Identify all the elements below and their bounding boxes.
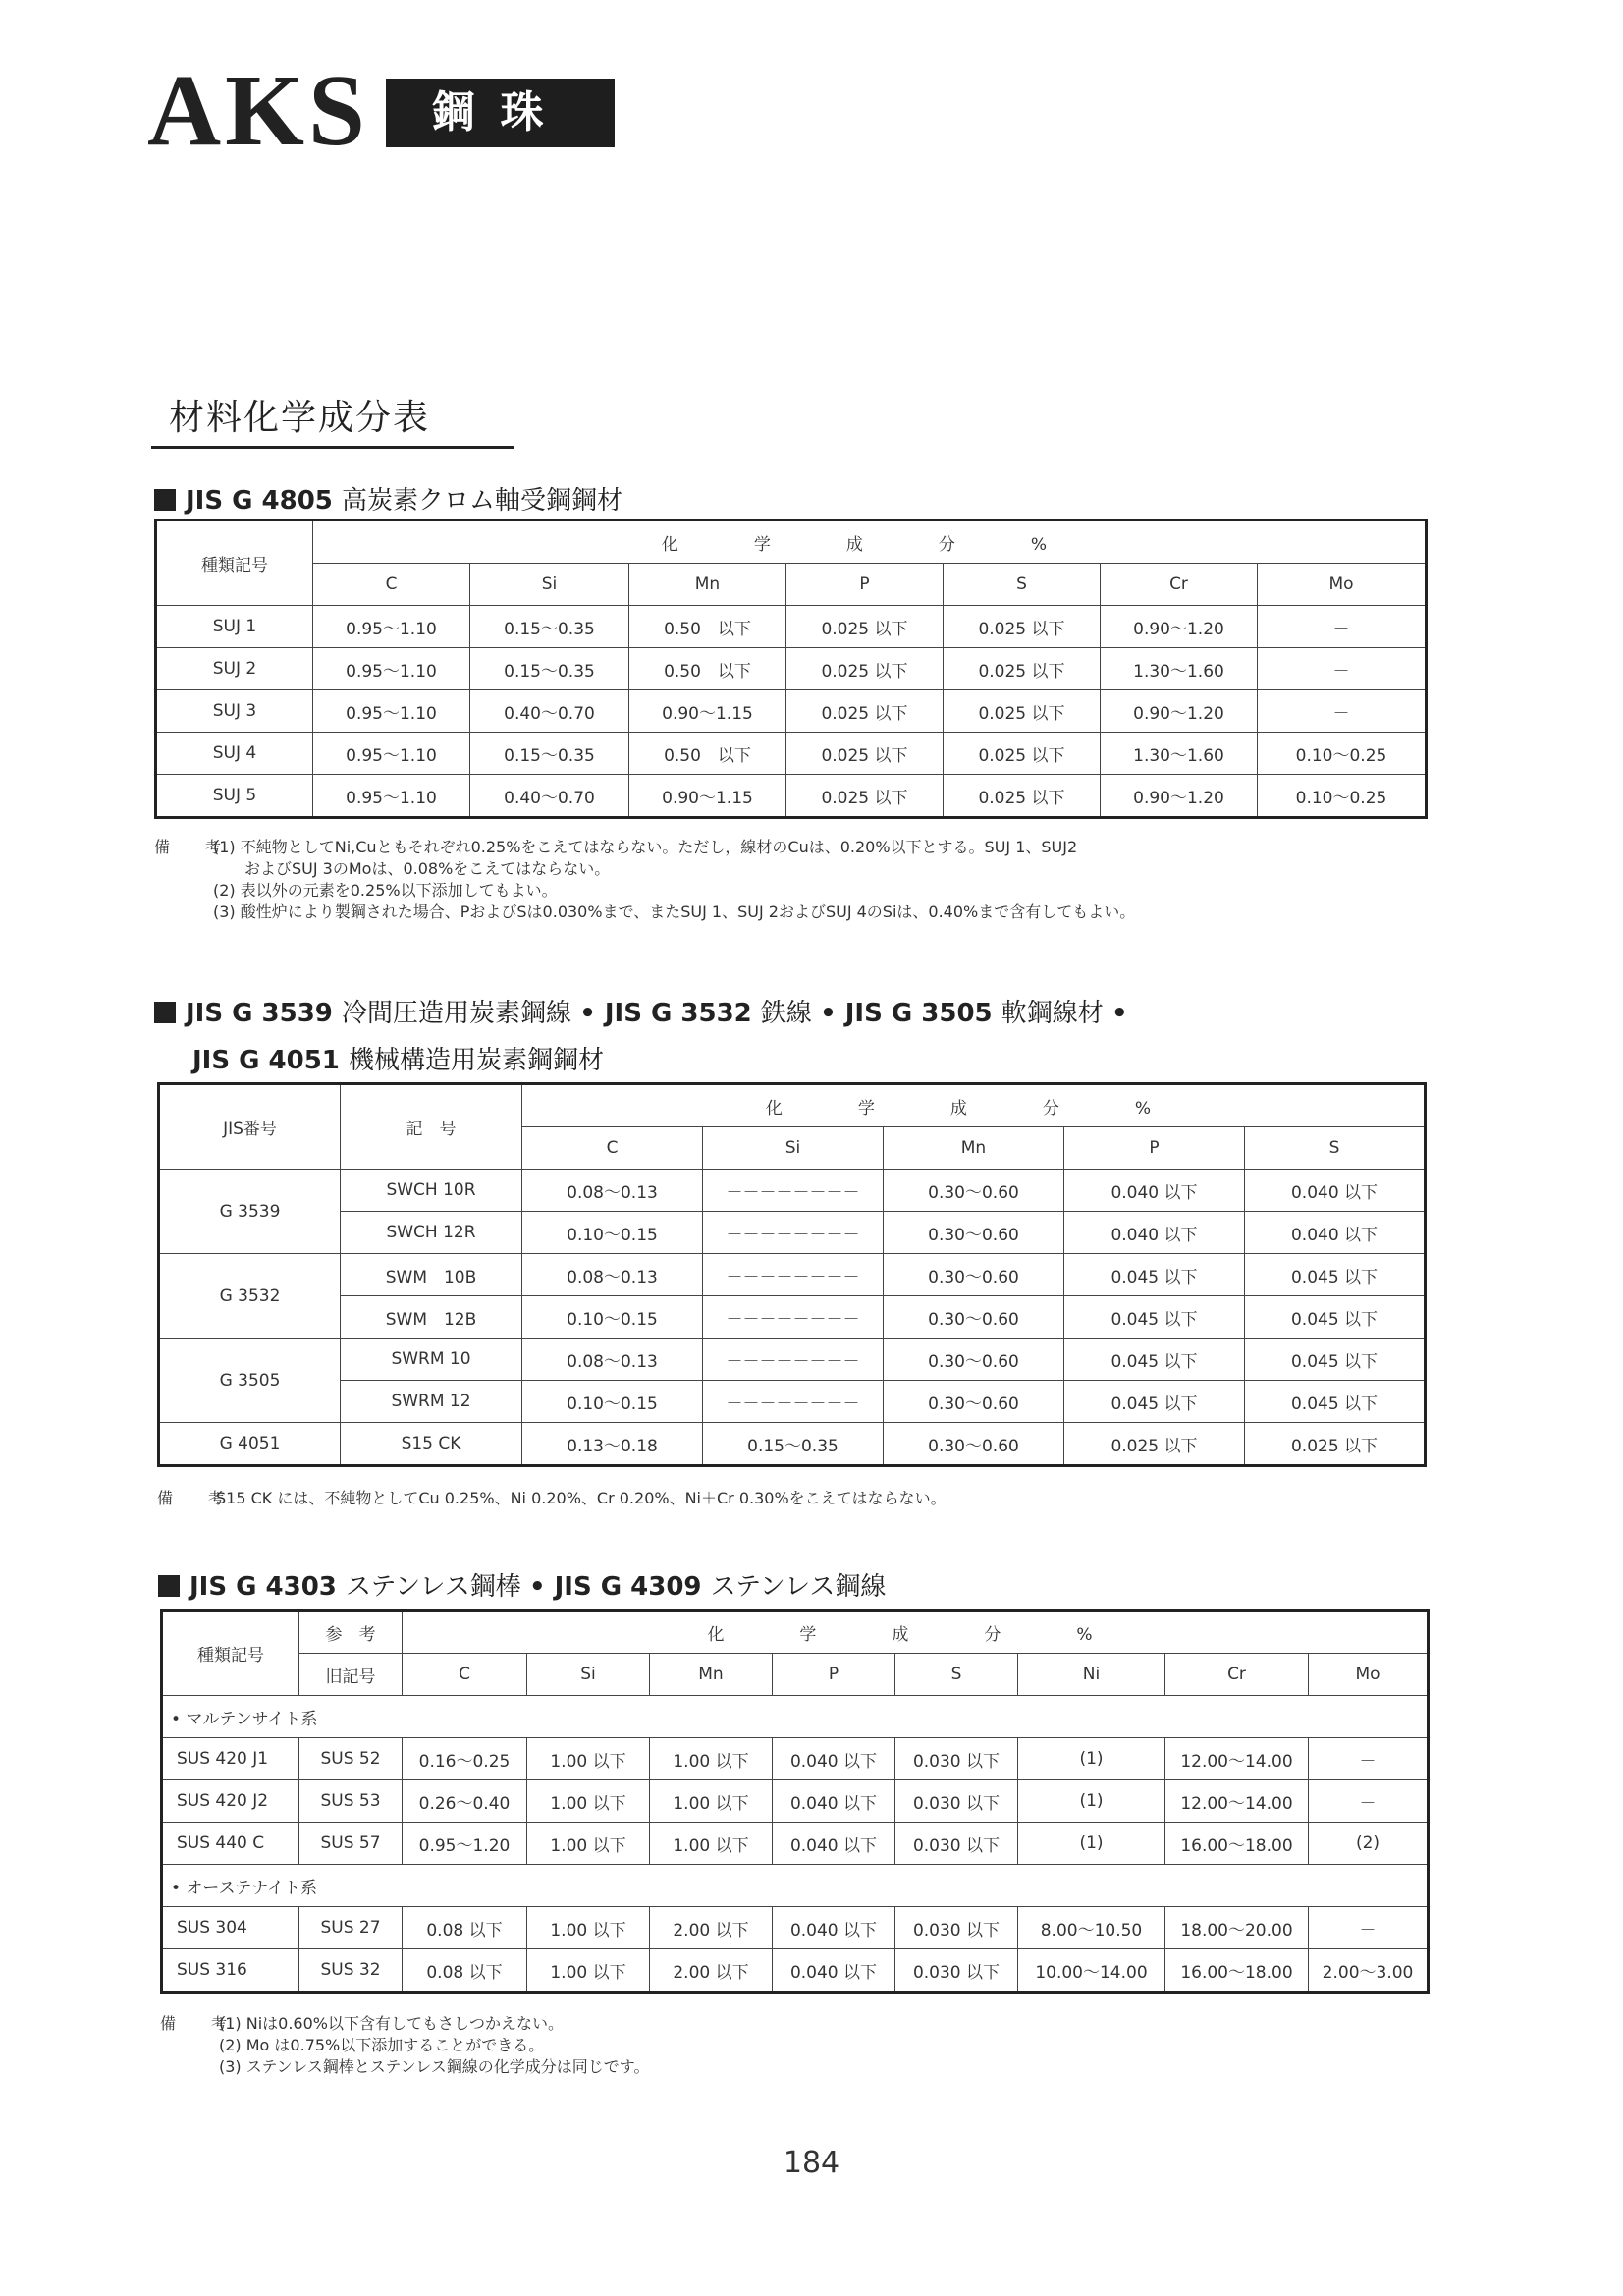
table-row: [156, 775, 1427, 818]
table-cell: 12.00～14.00: [1165, 1738, 1309, 1780]
table-cell: 10.00～14.00: [1018, 1949, 1165, 1993]
table-cell: 1.00 以下: [527, 1907, 650, 1949]
table-cell: 1.30～1.60: [1101, 648, 1258, 690]
heading-code: •: [820, 999, 845, 1028]
header-row: [156, 520, 1427, 564]
table-row: [159, 1212, 1426, 1254]
group-row: [162, 1696, 1429, 1738]
table-cell: 1.30～1.60: [1101, 733, 1258, 775]
note-label: [160, 2035, 219, 2056]
table-cell: 0.040 以下: [773, 1823, 895, 1865]
table1-heading-text: 高炭素クロム軸受鋼鋼材: [341, 486, 622, 516]
table-cell: 1.00 以下: [650, 1780, 773, 1823]
table-cell: 0.040 以下: [1064, 1212, 1245, 1254]
note-label: 備 考: [157, 1489, 235, 1507]
table-cell: 0.040 以下: [773, 1738, 895, 1780]
table-cell: －－－－－－－－: [703, 1170, 884, 1212]
table-cell: 0.16～0.25: [403, 1738, 527, 1780]
table-cell: 0.10～0.25: [1258, 733, 1427, 775]
table2-heading-line1: [154, 994, 1128, 1033]
table-cell: 1.00 以下: [650, 1823, 773, 1865]
column-group-header: 化 学 成 分 %: [522, 1084, 1426, 1127]
table-cell: 0.030 以下: [895, 1949, 1018, 1993]
table-cell: 0.045 以下: [1245, 1339, 1426, 1381]
table-cell: SWRM 12: [341, 1381, 522, 1423]
table-cell: 0.040 以下: [1245, 1212, 1426, 1254]
table-cell: 0.025 以下: [944, 606, 1101, 648]
table-cell: S15 CK: [341, 1423, 522, 1466]
note-line: [154, 902, 1135, 923]
table-cell: SUS 32: [299, 1949, 403, 1993]
group-row: [162, 1865, 1429, 1907]
table-cell: 0.045 以下: [1064, 1339, 1245, 1381]
table-cell: －－－－－－－－: [703, 1254, 884, 1296]
column-header: Si: [703, 1127, 884, 1170]
column-header: Cr: [1101, 564, 1258, 606]
note-label: [154, 902, 213, 923]
heading-text: ステンレス鋼棒: [345, 1572, 529, 1602]
table-cell: 0.025 以下: [944, 733, 1101, 775]
table-cell: 8.00～10.50: [1018, 1907, 1165, 1949]
note-text: (2) Mo は0.75%以下添加することができる。: [219, 2036, 545, 2054]
table-cell: 0.90～1.20: [1101, 606, 1258, 648]
heading-text: 冷間圧造用炭素鋼線: [341, 999, 580, 1028]
table-cell: －: [1309, 1907, 1429, 1949]
header-row: [159, 1084, 1426, 1127]
table-cell: 12.00～14.00: [1165, 1780, 1309, 1823]
table-cell: 0.95～1.10: [313, 733, 470, 775]
table-cell: 0.90～1.20: [1101, 775, 1258, 818]
table-cell: 1.00 以下: [527, 1823, 650, 1865]
table-row: [162, 1738, 1429, 1780]
note-line: [160, 2035, 649, 2056]
table-cell: 1.00 以下: [527, 1949, 650, 1993]
table-cell: 0.15～0.35: [703, 1423, 884, 1466]
table-cell: 0.025 以下: [786, 690, 944, 733]
table-cell: 0.08～0.13: [522, 1170, 703, 1212]
heading-code: JIS G 3539: [186, 999, 342, 1028]
table-cell: 0.90～1.15: [629, 775, 786, 818]
table-cell: 2.00～3.00: [1309, 1949, 1429, 1993]
composition-table-jis-g4805: [154, 519, 1428, 819]
column-header-old-symbol: 旧記号: [299, 1654, 403, 1696]
table-cell: －－－－－－－－: [703, 1381, 884, 1423]
square-bullet-icon: [154, 489, 176, 511]
note-label: [160, 2056, 219, 2078]
table-cell: (1): [1018, 1738, 1165, 1780]
table-cell: 0.10～0.15: [522, 1381, 703, 1423]
column-header-reference: 参 考: [299, 1611, 403, 1654]
table-cell: 0.15～0.35: [470, 606, 629, 648]
table-cell: －: [1309, 1738, 1429, 1780]
table-cell: SUS 27: [299, 1907, 403, 1949]
jis-number-cell: G 3539: [159, 1170, 341, 1254]
table-row: [159, 1296, 1426, 1339]
table-row: [162, 1907, 1429, 1949]
table2-heading-line2: [192, 1041, 604, 1080]
table-cell: SWRM 10: [341, 1339, 522, 1381]
table-cell: －－－－－－－－: [703, 1212, 884, 1254]
square-bullet-icon: [154, 1002, 176, 1023]
column-header: P: [786, 564, 944, 606]
table-cell: 0.025 以下: [786, 733, 944, 775]
table-cell: 0.10～0.15: [522, 1296, 703, 1339]
table-cell: 0.95～1.10: [313, 775, 470, 818]
section-title: 材料化学成分表: [151, 391, 514, 449]
table-cell: 0.040 以下: [1245, 1170, 1426, 1212]
group-label: • オーステナイト系: [162, 1865, 1429, 1907]
column-header-type: 種類記号: [162, 1611, 299, 1696]
column-header: Mn: [884, 1127, 1064, 1170]
table-cell: 0.030 以下: [895, 1907, 1018, 1949]
table-cell: 0.30～0.60: [884, 1423, 1064, 1466]
header-row: [156, 564, 1427, 606]
table-cell: 0.50 以下: [629, 733, 786, 775]
composition-table-stainless-steel: [160, 1609, 1430, 1994]
table3-notes: [160, 2013, 649, 2078]
table-cell: SUS 52: [299, 1738, 403, 1780]
column-header: Cr: [1165, 1654, 1309, 1696]
table-cell: 0.08～0.13: [522, 1254, 703, 1296]
column-header: S: [944, 564, 1101, 606]
jis-number-cell: G 3505: [159, 1339, 341, 1423]
table-cell: 0.040 以下: [773, 1949, 895, 1993]
table-cell: 16.00～18.00: [1165, 1823, 1309, 1865]
table-cell: 0.10～0.25: [1258, 775, 1427, 818]
note-text: (3) ステンレス鋼棒とステンレス鋼線の化学成分は同じです。: [219, 2057, 650, 2076]
table-cell: －: [1258, 690, 1427, 733]
table-row: [162, 1823, 1429, 1865]
table-cell: 2.00 以下: [650, 1907, 773, 1949]
table-cell: SUS 440 C: [162, 1823, 299, 1865]
table-cell: 0.025 以下: [786, 606, 944, 648]
heading-code: •: [579, 999, 605, 1028]
table-cell: SUJ 5: [156, 775, 313, 818]
note-text: (2) 表以外の元素を0.25%以下添加してもよい。: [213, 881, 558, 900]
heading-code: JIS G 4051: [192, 1046, 349, 1075]
note-line: [154, 837, 1135, 858]
table-row: [156, 733, 1427, 775]
table-row: [159, 1339, 1426, 1381]
table-cell: SUS 420 J1: [162, 1738, 299, 1780]
table-row: [159, 1423, 1426, 1466]
table-cell: 0.025 以下: [944, 690, 1101, 733]
heading-text: 機械構造用炭素鋼鋼材: [348, 1046, 604, 1075]
column-header: C: [522, 1127, 703, 1170]
column-header: Mo: [1309, 1654, 1429, 1696]
table-cell: 1.00 以下: [527, 1738, 650, 1780]
note-line: [154, 880, 1135, 902]
table-row: [162, 1780, 1429, 1823]
table-cell: －－－－－－－－: [703, 1339, 884, 1381]
table-cell: 2.00 以下: [650, 1949, 773, 1993]
table-cell: 0.025 以下: [786, 775, 944, 818]
table1-heading-code: JIS G 4805: [186, 486, 333, 516]
note-label: [154, 858, 213, 880]
column-header: P: [1064, 1127, 1245, 1170]
table-cell: 0.025 以下: [1245, 1423, 1426, 1466]
column-header: Mo: [1258, 564, 1427, 606]
brand-logo-text: AKS: [147, 54, 369, 167]
header-row: [162, 1654, 1429, 1696]
table-cell: 1.00 以下: [527, 1780, 650, 1823]
table-cell: 0.025 以下: [786, 648, 944, 690]
heading-code: JIS G 4303: [189, 1572, 346, 1602]
heading-code: JIS G 3532: [604, 999, 761, 1028]
table-cell: 0.08～0.13: [522, 1339, 703, 1381]
table-cell: 0.030 以下: [895, 1738, 1018, 1780]
table-row: [159, 1170, 1426, 1212]
note-text: (1) 不純物としてNi,Cuともそれぞれ0.25%をこえてはならない。ただし，線材のCuは、0.20%以下とする。SUJ 1、SUJ2: [213, 838, 1078, 856]
table-cell: (2): [1309, 1823, 1429, 1865]
heading-code: JIS G 3505: [844, 999, 1001, 1028]
table-cell: SWCH 12R: [341, 1212, 522, 1254]
column-header: S: [1245, 1127, 1426, 1170]
table-cell: 0.30～0.60: [884, 1212, 1064, 1254]
table-cell: 0.50 以下: [629, 648, 786, 690]
table-cell: 0.045 以下: [1245, 1254, 1426, 1296]
table-cell: 0.30～0.60: [884, 1381, 1064, 1423]
column-header: S: [895, 1654, 1018, 1696]
table-cell: SUS 420 J2: [162, 1780, 299, 1823]
table-cell: 0.025 以下: [944, 775, 1101, 818]
heading-code: •: [1110, 999, 1128, 1028]
table-cell: 0.040 以下: [773, 1907, 895, 1949]
table1-heading: [154, 481, 622, 520]
table-cell: SUS 316: [162, 1949, 299, 1993]
table-cell: 0.40～0.70: [470, 775, 629, 818]
note-line: [160, 2056, 649, 2078]
column-group-header: 化 学 成 分 %: [313, 520, 1427, 564]
column-header: C: [403, 1654, 527, 1696]
table-cell: SUJ 4: [156, 733, 313, 775]
table-cell: SUJ 2: [156, 648, 313, 690]
table-row: [162, 1949, 1429, 1993]
heading-code: •: [528, 1572, 555, 1602]
heading-text: 軟鋼線材: [1001, 999, 1111, 1028]
table-cell: 0.95～1.10: [313, 648, 470, 690]
table-cell: 0.08 以下: [403, 1907, 527, 1949]
column-header: P: [773, 1654, 895, 1696]
table-cell: 0.95～1.10: [313, 606, 470, 648]
table-cell: SUS 57: [299, 1823, 403, 1865]
note-text: およびSUJ 3のMoは、0.08%をこえてはならない。: [213, 859, 611, 878]
heading-code: JIS G 4309: [554, 1572, 711, 1602]
table3-heading: [158, 1567, 886, 1607]
table-cell: 0.030 以下: [895, 1780, 1018, 1823]
heading-text: ステンレス鋼線: [710, 1572, 887, 1602]
note-label: 備 考: [154, 838, 232, 856]
jis-number-cell: G 4051: [159, 1423, 341, 1466]
table-cell: 0.40～0.70: [470, 690, 629, 733]
table-cell: 1.00 以下: [650, 1738, 773, 1780]
table-cell: －: [1258, 648, 1427, 690]
column-header: Si: [470, 564, 629, 606]
table-cell: 0.15～0.35: [470, 648, 629, 690]
table-cell: 0.045 以下: [1245, 1296, 1426, 1339]
column-header: C: [313, 564, 470, 606]
table-cell: SUJ 1: [156, 606, 313, 648]
note-line: [160, 2013, 649, 2035]
table-cell: －: [1258, 606, 1427, 648]
composition-table-carbon-steel-wire: [157, 1082, 1427, 1467]
table-cell: 0.10～0.15: [522, 1212, 703, 1254]
column-header-symbol: 記 号: [341, 1084, 522, 1170]
table-cell: 0.045 以下: [1064, 1296, 1245, 1339]
table-cell: 16.00～18.00: [1165, 1949, 1309, 1993]
table-cell: 0.95～1.20: [403, 1823, 527, 1865]
table1-notes: [154, 837, 1135, 923]
table-cell: 0.08 以下: [403, 1949, 527, 1993]
table-cell: 0.040 以下: [1064, 1170, 1245, 1212]
column-header: Mn: [629, 564, 786, 606]
table-cell: 0.13～0.18: [522, 1423, 703, 1466]
square-bullet-icon: [158, 1575, 180, 1597]
column-group-header: 化 学 成 分 %: [403, 1611, 1429, 1654]
table-row: [159, 1254, 1426, 1296]
table-cell: 0.045 以下: [1245, 1381, 1426, 1423]
table-cell: SWM 12B: [341, 1296, 522, 1339]
table-cell: 0.90～1.15: [629, 690, 786, 733]
note-text: S15 CK には、不純物としてCu 0.25%、Ni 0.20%、Cr 0.20%、Ni＋Cr 0.30%をこえてはならない。: [216, 1489, 947, 1507]
table-cell: (1): [1018, 1780, 1165, 1823]
column-header: Ni: [1018, 1654, 1165, 1696]
table-cell: SWCH 10R: [341, 1170, 522, 1212]
column-header: Si: [527, 1654, 650, 1696]
note-label: [154, 880, 213, 902]
table-cell: 0.045 以下: [1064, 1254, 1245, 1296]
table-cell: 0.50 以下: [629, 606, 786, 648]
page-number: 184: [783, 2146, 840, 2180]
header-row: [162, 1611, 1429, 1654]
heading-text: 鉄線: [760, 999, 821, 1028]
note-text: (1) Niは0.60%以下含有してもさしつかえない。: [219, 2014, 564, 2033]
brand-box-label: 鋼珠: [386, 79, 615, 147]
table-cell: SUS 304: [162, 1907, 299, 1949]
table-cell: 0.025 以下: [944, 648, 1101, 690]
table-row: [156, 648, 1427, 690]
note-line: [157, 1488, 947, 1509]
table-cell: 0.30～0.60: [884, 1170, 1064, 1212]
table-cell: 0.15～0.35: [470, 733, 629, 775]
table-row: [156, 606, 1427, 648]
table-row: [156, 690, 1427, 733]
table-cell: －－－－－－－－: [703, 1296, 884, 1339]
table-cell: 0.025 以下: [1064, 1423, 1245, 1466]
table2-notes: [157, 1488, 947, 1509]
table-cell: 0.030 以下: [895, 1823, 1018, 1865]
table-cell: 0.045 以下: [1064, 1381, 1245, 1423]
jis-number-cell: G 3532: [159, 1254, 341, 1339]
table-cell: 18.00～20.00: [1165, 1907, 1309, 1949]
note-line: [154, 858, 1135, 880]
column-header-type: 種類記号: [156, 520, 313, 606]
note-label: 備 考: [160, 2014, 238, 2033]
column-header: Mn: [650, 1654, 773, 1696]
table-cell: SUS 53: [299, 1780, 403, 1823]
table-cell: 0.95～1.10: [313, 690, 470, 733]
table-cell: 0.26～0.40: [403, 1780, 527, 1823]
table-cell: SUJ 3: [156, 690, 313, 733]
table-cell: SWM 10B: [341, 1254, 522, 1296]
column-header-jis: JIS番号: [159, 1084, 341, 1170]
table-cell: －: [1309, 1780, 1429, 1823]
table-cell: 0.30～0.60: [884, 1339, 1064, 1381]
table-cell: 0.90～1.20: [1101, 690, 1258, 733]
table-cell: 0.30～0.60: [884, 1254, 1064, 1296]
table-cell: 0.040 以下: [773, 1780, 895, 1823]
group-label: • マルテンサイト系: [162, 1696, 1429, 1738]
note-text: (3) 酸性炉により製鋼された場合、PおよびSは0.030%まで、またSUJ 1、SUJ 2およびSUJ 4のSiは、0.40%まで含有してもよい。: [213, 902, 1136, 921]
table-cell: 0.30～0.60: [884, 1296, 1064, 1339]
table-cell: (1): [1018, 1823, 1165, 1865]
table-row: [159, 1381, 1426, 1423]
